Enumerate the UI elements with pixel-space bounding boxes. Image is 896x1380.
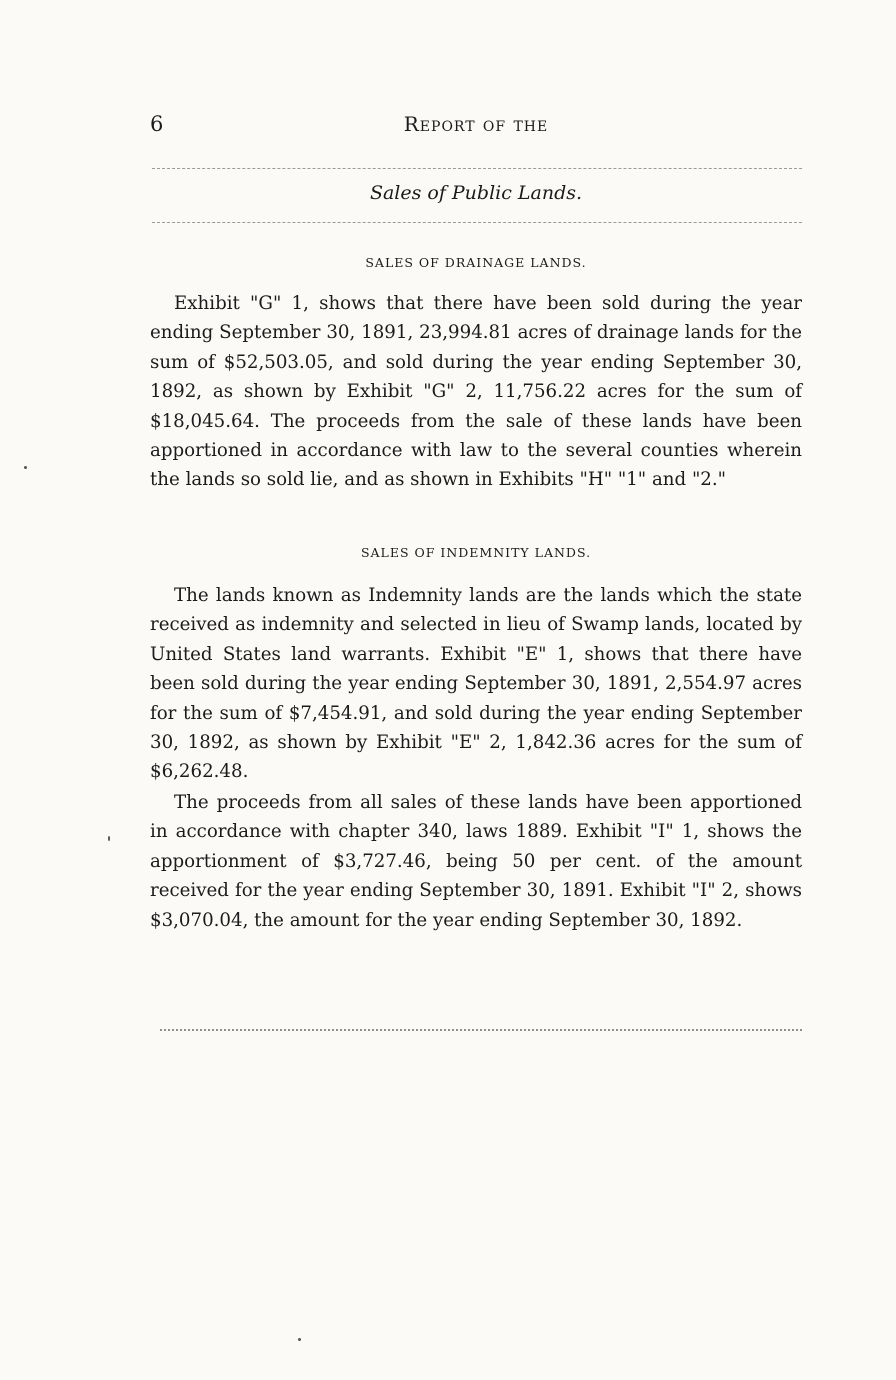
section-subhead: Sales of Public Lands. [369,182,583,204]
indemnity-lands-heading: SALES OF INDEMNITY LANDS. [360,545,592,560]
paper-speck [298,1338,301,1341]
subhead-rule [152,222,802,223]
apportionment-paragraph: The proceeds from all sales of these lands have been apportioned in accordance with chapter 340, laws 1889. Exhibit "I" 1, shows the apportionment of $3,727.46, being 50 per cent. of the amount received for the year ending September 30, 1891. Exhibit "I" 2, shows $3,070.04, the amount for the year ending September 30, 1892. [150,792,802,931]
page-number: 6 [150,112,164,136]
paper-speck [24,466,27,469]
running-head: Report of the [403,112,549,136]
header-rule [152,168,802,169]
drainage-lands-heading: SALES OF DRAINAGE LANDS. [365,255,587,270]
drainage-lands-paragraph: Exhibit "G" 1, shows that there have been sold during the year ending September 30, 1891, 23,994.81 acres of drainage lands for the sum of $52,503.05, and sold during the year ending September 30, 1892, as shown by Exhibit "G" 2, 11,756.22 acres for the sum of $18,045.64. The proceeds from the sale of these lands have been apportioned in accordance with law to the several counties wherein the lands so sold lie, and as shown in Exhibits "H" "1" and "2." [150,293,802,491]
paper-speck [108,836,110,841]
footer-rule [160,1029,802,1031]
indemnity-lands-paragraph: The lands known as Indemnity lands are the lands which the state received as indemnity and selected in lieu of Swamp lands, located by United States land warrants. Exhibit "E" 1, shows that there have been sold during the year ending September 30, 1891, 2,554.97 acres for the sum of $7,454.91, and sold during the year ending September 30, 1892, as shown by Exhibit "E" 2, 1,842.36 acres for the sum of $6,262.48. [150,585,802,783]
